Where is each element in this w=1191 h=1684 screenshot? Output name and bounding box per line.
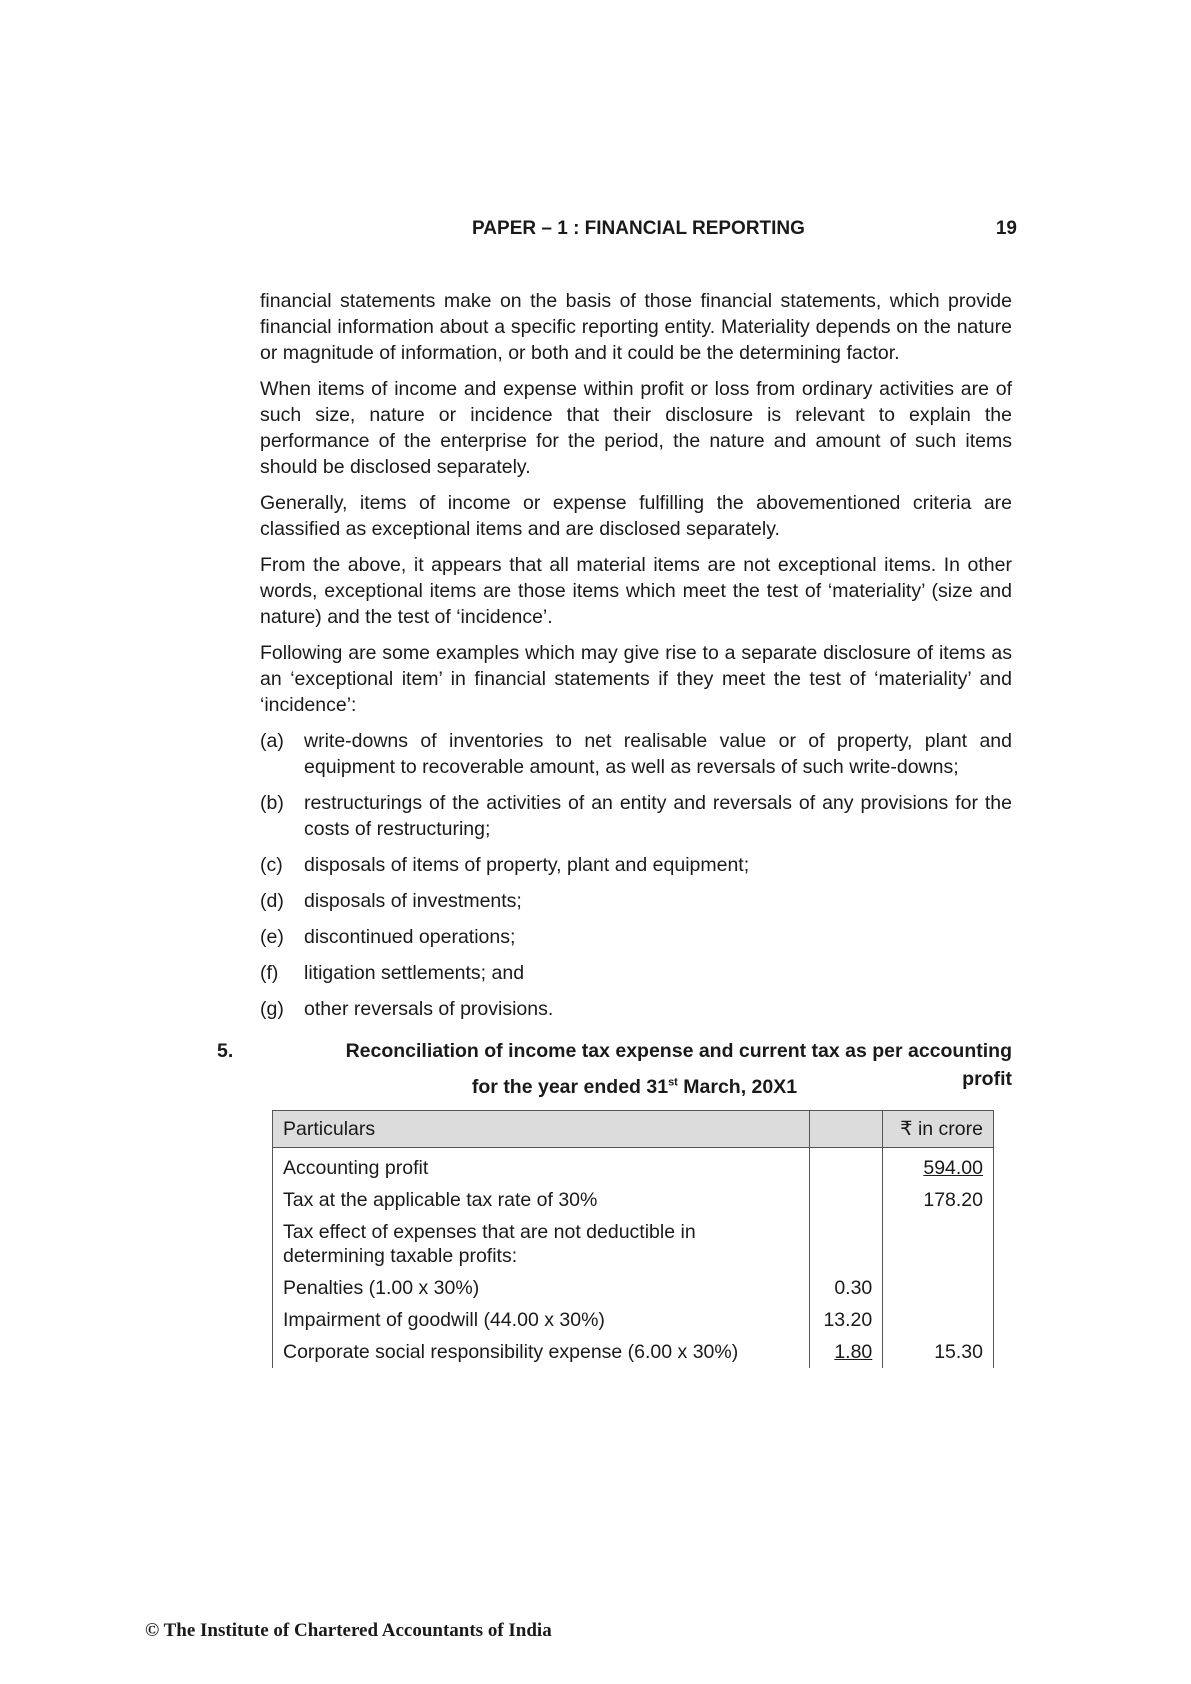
- cell-amount: [883, 1216, 994, 1272]
- cell-sub-amount: [810, 1216, 883, 1272]
- page-number: 19: [995, 218, 1017, 239]
- header-particulars: Particulars: [273, 1111, 810, 1148]
- list-item: [260, 852, 1012, 878]
- list-item-text: other reversals of provisions.: [304, 998, 554, 1020]
- list-item: [260, 996, 1012, 1022]
- list-item: [260, 960, 1012, 986]
- subheading-text: for the year ended 31: [471, 1076, 669, 1098]
- subheading-text-end: March, 20X1: [677, 1076, 798, 1098]
- paragraph: Following are some examples which may give rise to a separate disclosure of items as an ‘exceptional item’ in financial statements if they meet the test of ‘materiality’ and ‘incidence’:: [260, 642, 1012, 716]
- list-item-label: (f): [260, 962, 279, 984]
- list-item: [260, 728, 1012, 780]
- paragraph: Generally, items of income or expense fulfilling the abovementioned criteria are classified as exceptional items and are disclosed separately.: [260, 492, 1012, 540]
- cell-sub-amount: [810, 1148, 883, 1185]
- body-content: [260, 288, 1012, 1032]
- cell-amount: [883, 1304, 994, 1336]
- cell-particular: Accounting profit: [273, 1148, 810, 1185]
- cell-amount: [883, 1148, 994, 1185]
- paragraph: financial statements make on the basis of those financial statements, which provide financial information about a specific reporting entity. Materiality depends on the nature or magnitude of information, or both and it could be the determining factor.: [260, 290, 1012, 364]
- list-item-label: (c): [260, 854, 283, 876]
- table-row: [273, 1148, 994, 1185]
- paragraph: From the above, it appears that all material items are not exceptional items. In other words, exceptional items are those items which meet the test of ‘materiality’ (size and nature) and the test of ‘incidence’.: [260, 554, 1012, 628]
- header-amount-crore: ₹ in crore: [883, 1111, 994, 1148]
- page-header: [260, 218, 1017, 246]
- cell-sub-amount: [810, 1336, 883, 1368]
- cell-sub-amount: 13.20: [810, 1304, 883, 1336]
- copyright-footer: © The Institute of Chartered Accountants of India: [145, 1620, 552, 1641]
- cell-particular: Impairment of goodwill (44.00 x 30%): [273, 1304, 810, 1336]
- section-heading: Reconciliation of income tax expense and current tax as per accounting profit: [345, 1040, 1012, 1090]
- cell-amount: [883, 1272, 994, 1304]
- table-row: [273, 1216, 994, 1272]
- list-item-text: restructurings of the activities of an entity and reversals of any provisions for the costs of restructuring;: [304, 792, 1012, 840]
- list-item: [260, 924, 1012, 950]
- list-item-text: litigation settlements; and: [304, 962, 525, 984]
- list-item-label: (e): [260, 926, 284, 948]
- cell-particular: Penalties (1.00 x 30%): [273, 1272, 810, 1304]
- list-item-text: write-downs of inventories to net realisable value or of property, plant and equipment to recoverable amount, as well as reversals of such write-downs;: [304, 730, 1012, 778]
- list-item-text: disposals of investments;: [304, 890, 522, 912]
- list-item-label: (b): [260, 792, 284, 814]
- cell-sub-amount: 0.30: [810, 1272, 883, 1304]
- table-row: [273, 1304, 994, 1336]
- table-row: [273, 1336, 994, 1368]
- cell-amount: 178.20: [883, 1184, 994, 1216]
- cell-particular: Tax effect of expenses that are not deductible in determining taxable profits:: [273, 1216, 810, 1272]
- examples-list: [260, 728, 1012, 1022]
- reconciliation-table: [272, 1110, 994, 1368]
- cell-sub-amount: [810, 1184, 883, 1216]
- list-item: [260, 888, 1012, 914]
- list-item: [260, 790, 1012, 842]
- header-amount-sub: [810, 1111, 883, 1148]
- cell-amount: 15.30: [883, 1336, 994, 1368]
- cell-particular: Tax at the applicable tax rate of 30%: [273, 1184, 810, 1216]
- section-subheading: [217, 1073, 1012, 1101]
- list-item-label: (d): [260, 890, 284, 912]
- list-item-label: (g): [260, 998, 284, 1020]
- cell-particular: Corporate social responsibility expense (6.00 x 30%): [273, 1336, 810, 1368]
- table-row: [273, 1184, 994, 1216]
- section-number: 5.: [217, 1040, 234, 1062]
- underlined-value: 1.80: [834, 1341, 873, 1363]
- underlined-value: 594.00: [923, 1157, 983, 1179]
- table-row: [273, 1272, 994, 1304]
- ordinal-suffix: st: [668, 1076, 678, 1089]
- table-header-row: [273, 1111, 994, 1148]
- paragraph: When items of income and expense within profit or loss from ordinary activities are of such size, nature or incidence that their disclosure is relevant to explain the performance of the enterprise for the period, the nature and amount of such items should be disclosed separately.: [260, 378, 1012, 478]
- paper-title: PAPER – 1 : FINANCIAL REPORTING: [472, 218, 805, 239]
- list-item-text: disposals of items of property, plant and equipment;: [304, 854, 750, 876]
- list-item-label: (a): [260, 730, 284, 752]
- list-item-text: discontinued operations;: [304, 926, 516, 948]
